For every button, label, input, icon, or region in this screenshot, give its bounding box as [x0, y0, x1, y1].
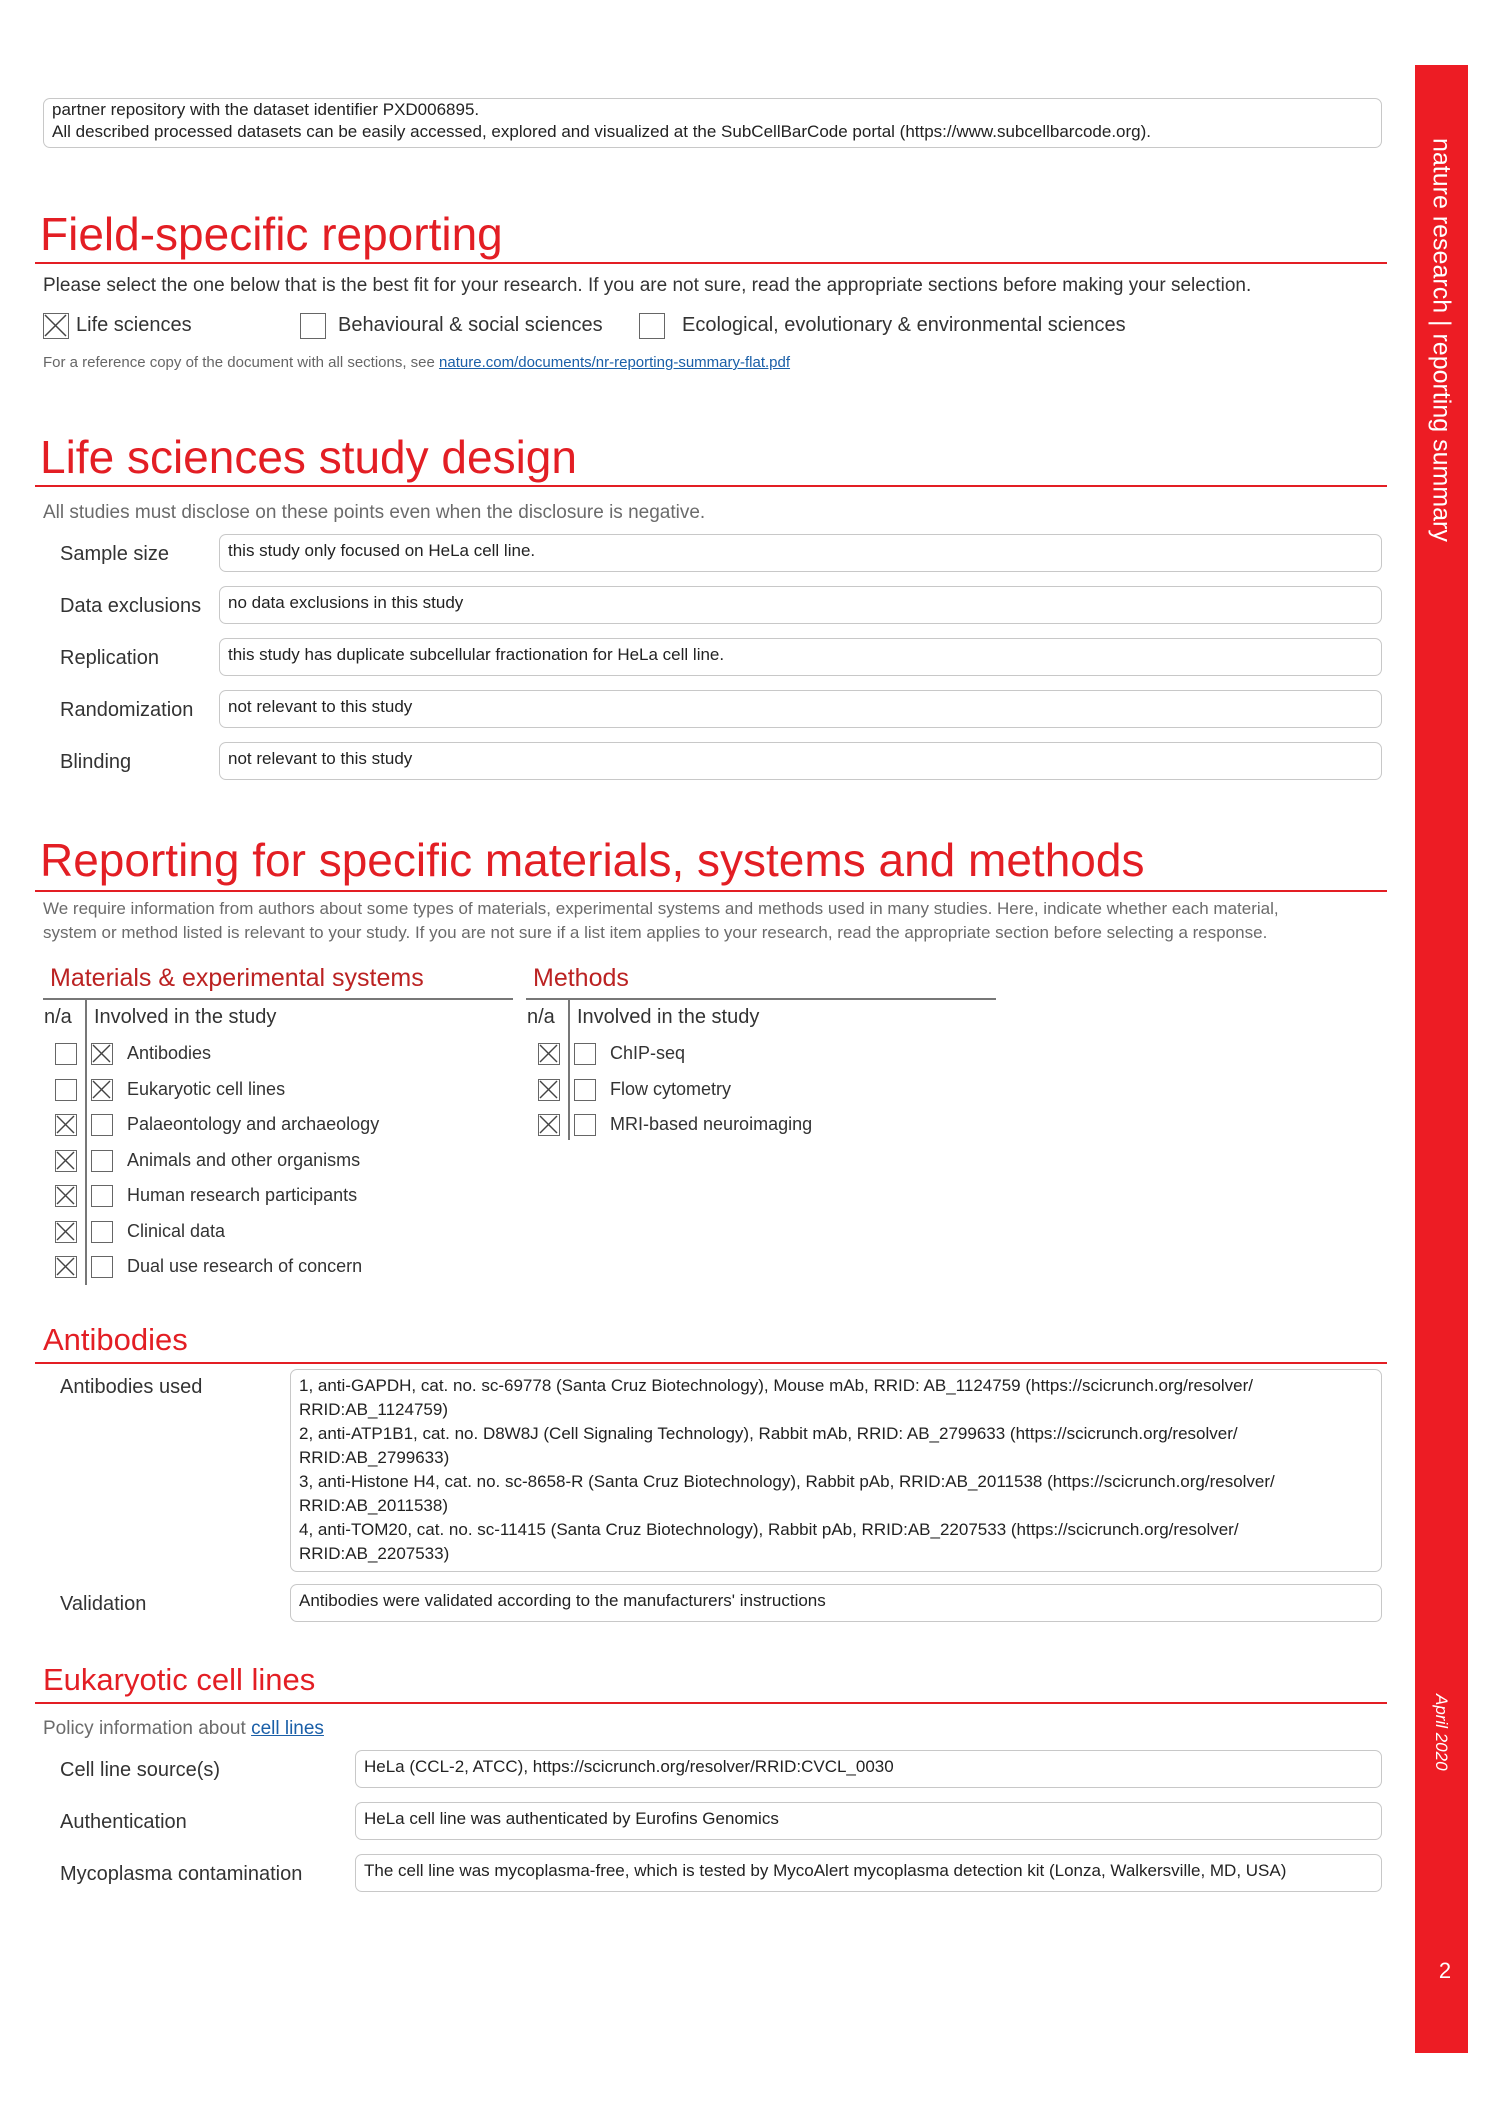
sample-size-label: Sample size: [60, 543, 169, 565]
antibody-line: 3, anti-Histone H4, cat. no. sc-8658-R (Santa Cruz Biotechnology), Rabbit pAb, RRID:AB_2011538 (https://scicrunch.org/resolver/: [299, 1472, 1275, 1491]
sidebar-date: April 2020: [1432, 1694, 1451, 1771]
antibody-line: RRID:AB_2207533): [299, 1544, 450, 1563]
validation-field[interactable]: Antibodies were validated according to the manufacturers' instructions: [290, 1584, 1382, 1622]
mes-na-checkbox[interactable]: [55, 1256, 77, 1278]
mes-heading: Materials & experimental systems: [50, 964, 424, 992]
methods-item-label: MRI-based neuroimaging: [610, 1114, 813, 1134]
validation-label: Validation: [60, 1593, 147, 1615]
randomization-field[interactable]: not relevant to this study: [219, 690, 1382, 728]
life-sciences-label: Life sciences: [76, 314, 192, 336]
behavioural-label: Behavioural & social sciences: [338, 314, 603, 336]
antibody-line: RRID:AB_2799633): [299, 1448, 450, 1467]
methods-involved-checkbox[interactable]: [574, 1114, 596, 1136]
box-line: All described processed datasets can be easily accessed, explored and visualized at the SubCellBarCode portal (https://www.subcellbarcode.org).: [52, 122, 1151, 141]
sample-size-field[interactable]: this study only focused on HeLa cell line.: [219, 534, 1382, 572]
antibody-line: 1, anti-GAPDH, cat. no. sc-69778 (Santa Cruz Biotechnology), Mouse mAb, RRID: AB_1124759 (https://scicrunch.org/resolver/: [299, 1376, 1254, 1395]
mes-involved-checkbox[interactable]: [91, 1256, 113, 1278]
methods-item-label: ChIP-seq: [610, 1043, 686, 1063]
antibodies-heading: Antibodies: [43, 1322, 188, 1357]
field-instruction: Please select the one below that is the best fit for your research. If you are not sure, read the appropriate sections before making your selection.: [43, 275, 1252, 296]
field-specific-heading: Field-specific reporting: [40, 208, 503, 260]
study-design-intro: All studies must disclose on these points even when the disclosure is negative.: [43, 502, 706, 523]
antibodies-used-label: Antibodies used: [60, 1376, 203, 1398]
data-availability-box: [43, 98, 1382, 148]
methods-heading: Methods: [533, 964, 629, 992]
materials-intro-2: system or method listed is relevant to your study. If you are not sure if a list item applies to your research, read the appropriate section before selecting a response.: [43, 923, 1268, 942]
heading-rule: [35, 485, 1387, 487]
heading-rule: [35, 1362, 1387, 1364]
policy-info: [43, 1718, 324, 1740]
antibody-line: 2, anti-ATP1B1, cat. no. D8W8J (Cell Signaling Technology), Rabbit mAb, RRID: AB_2799633 (https://scicrunch.org/resolver/: [299, 1424, 1238, 1443]
mes-item-label: Clinical data: [127, 1220, 226, 1241]
cell-lines-policy-link[interactable]: cell lines: [251, 1718, 324, 1739]
mes-item-label: Human research participants: [127, 1185, 358, 1205]
mes-item-label: Animals and other organisms: [127, 1149, 361, 1170]
methods-involved-checkbox[interactable]: [574, 1079, 596, 1101]
mes-divider: [85, 1000, 87, 1285]
materials-heading: Reporting for specific materials, systems and methods: [40, 834, 1145, 886]
policy-prefix: Policy information about: [43, 1718, 252, 1739]
data-exclusions-label: Data exclusions: [60, 595, 202, 617]
authentication-field[interactable]: HeLa cell line was authenticated by Eurofins Genomics: [355, 1802, 1382, 1840]
mes-rule: [43, 998, 513, 1000]
antibody-line: 4, anti-TOM20, cat. no. sc-11415 (Santa Cruz Biotechnology), Rabbit pAb, RRID:AB_2207533 (https://scicrunch.org/resolver/: [299, 1520, 1239, 1539]
mes-na-checkbox[interactable]: [55, 1043, 77, 1065]
reference-prefix: For a reference copy of the document with all sections, see: [43, 354, 440, 371]
replication-field[interactable]: this study has duplicate subcellular fractionation for HeLa cell line.: [219, 638, 1382, 676]
mes-involved-checkbox[interactable]: [91, 1043, 113, 1065]
methods-involved-checkbox[interactable]: [574, 1043, 596, 1065]
mes-item-label: Antibodies: [127, 1043, 212, 1063]
mes-col-involved: Involved in the study: [94, 1006, 277, 1028]
methods-na-checkbox[interactable]: [538, 1079, 560, 1101]
life-sciences-checkbox[interactable]: [43, 313, 69, 339]
ecological-checkbox[interactable]: [639, 313, 665, 339]
replication-label: Replication: [60, 647, 159, 669]
mycoplasma-field[interactable]: The cell line was mycoplasma-free, which is tested by MycoAlert mycoplasma detection kit (Lonza, Walkersville, MD, USA): [355, 1854, 1382, 1892]
sidebar-title: nature research | reporting summary: [1427, 138, 1456, 542]
mes-involved-checkbox[interactable]: [91, 1150, 113, 1172]
methods-rule: [526, 998, 996, 1000]
data-exclusions-field[interactable]: no data exclusions in this study: [219, 586, 1382, 624]
heading-rule: [35, 1702, 1387, 1704]
heading-rule: [35, 890, 1387, 892]
ecological-label: Ecological, evolutionary & environmental sciences: [682, 314, 1126, 336]
mes-col-na: n/a: [44, 1006, 72, 1028]
box-line: partner repository with the dataset identifier PXD006895.: [52, 100, 480, 119]
mes-na-checkbox[interactable]: [55, 1079, 77, 1101]
methods-divider: [568, 1000, 570, 1140]
reference-link[interactable]: nature.com/documents/nr-reporting-summary-flat.pdf: [439, 354, 791, 371]
reference-note: [43, 354, 790, 371]
study-design-heading: Life sciences study design: [40, 431, 577, 483]
methods-col-involved: Involved in the study: [577, 1006, 760, 1028]
antibodies-used-field[interactable]: [290, 1369, 1382, 1572]
methods-col-na: n/a: [527, 1006, 555, 1028]
materials-intro-1: We require information from authors about some types of materials, experimental systems and methods used in many studies. Here, indicate whether each material,: [43, 899, 1279, 918]
blinding-label: Blinding: [60, 751, 132, 773]
blinding-field[interactable]: not relevant to this study: [219, 742, 1382, 780]
methods-na-checkbox[interactable]: [538, 1043, 560, 1065]
mes-item-label: Eukaryotic cell lines: [127, 1078, 286, 1099]
heading-rule: [35, 262, 1387, 264]
page-number: 2: [1438, 1958, 1452, 1983]
mes-involved-checkbox[interactable]: [91, 1114, 113, 1136]
randomization-label: Randomization: [60, 699, 194, 721]
cell-line-source-label: Cell line source(s): [60, 1759, 221, 1781]
mes-involved-checkbox[interactable]: [91, 1079, 113, 1101]
mes-na-checkbox[interactable]: [55, 1114, 77, 1136]
methods-na-checkbox[interactable]: [538, 1114, 560, 1136]
authentication-label: Authentication: [60, 1811, 187, 1833]
mes-item-label: Dual use research of concern: [127, 1256, 363, 1276]
mes-involved-checkbox[interactable]: [91, 1185, 113, 1207]
antibody-line: RRID:AB_1124759): [299, 1400, 448, 1419]
mes-na-checkbox[interactable]: [55, 1150, 77, 1172]
antibody-line: RRID:AB_2011538): [299, 1496, 448, 1515]
mes-na-checkbox[interactable]: [55, 1185, 77, 1207]
mes-involved-checkbox[interactable]: [91, 1221, 113, 1243]
cell-line-source-field[interactable]: HeLa (CCL-2, ATCC), https://scicrunch.org/resolver/RRID:CVCL_0030: [355, 1750, 1382, 1788]
cell-lines-heading: Eukaryotic cell lines: [43, 1662, 316, 1697]
mes-item-label: Palaeontology and archaeology: [127, 1114, 380, 1134]
mes-na-checkbox[interactable]: [55, 1221, 77, 1243]
methods-item-label: Flow cytometry: [610, 1078, 732, 1099]
mycoplasma-label: Mycoplasma contamination: [60, 1863, 303, 1885]
behavioural-checkbox[interactable]: [300, 313, 326, 339]
